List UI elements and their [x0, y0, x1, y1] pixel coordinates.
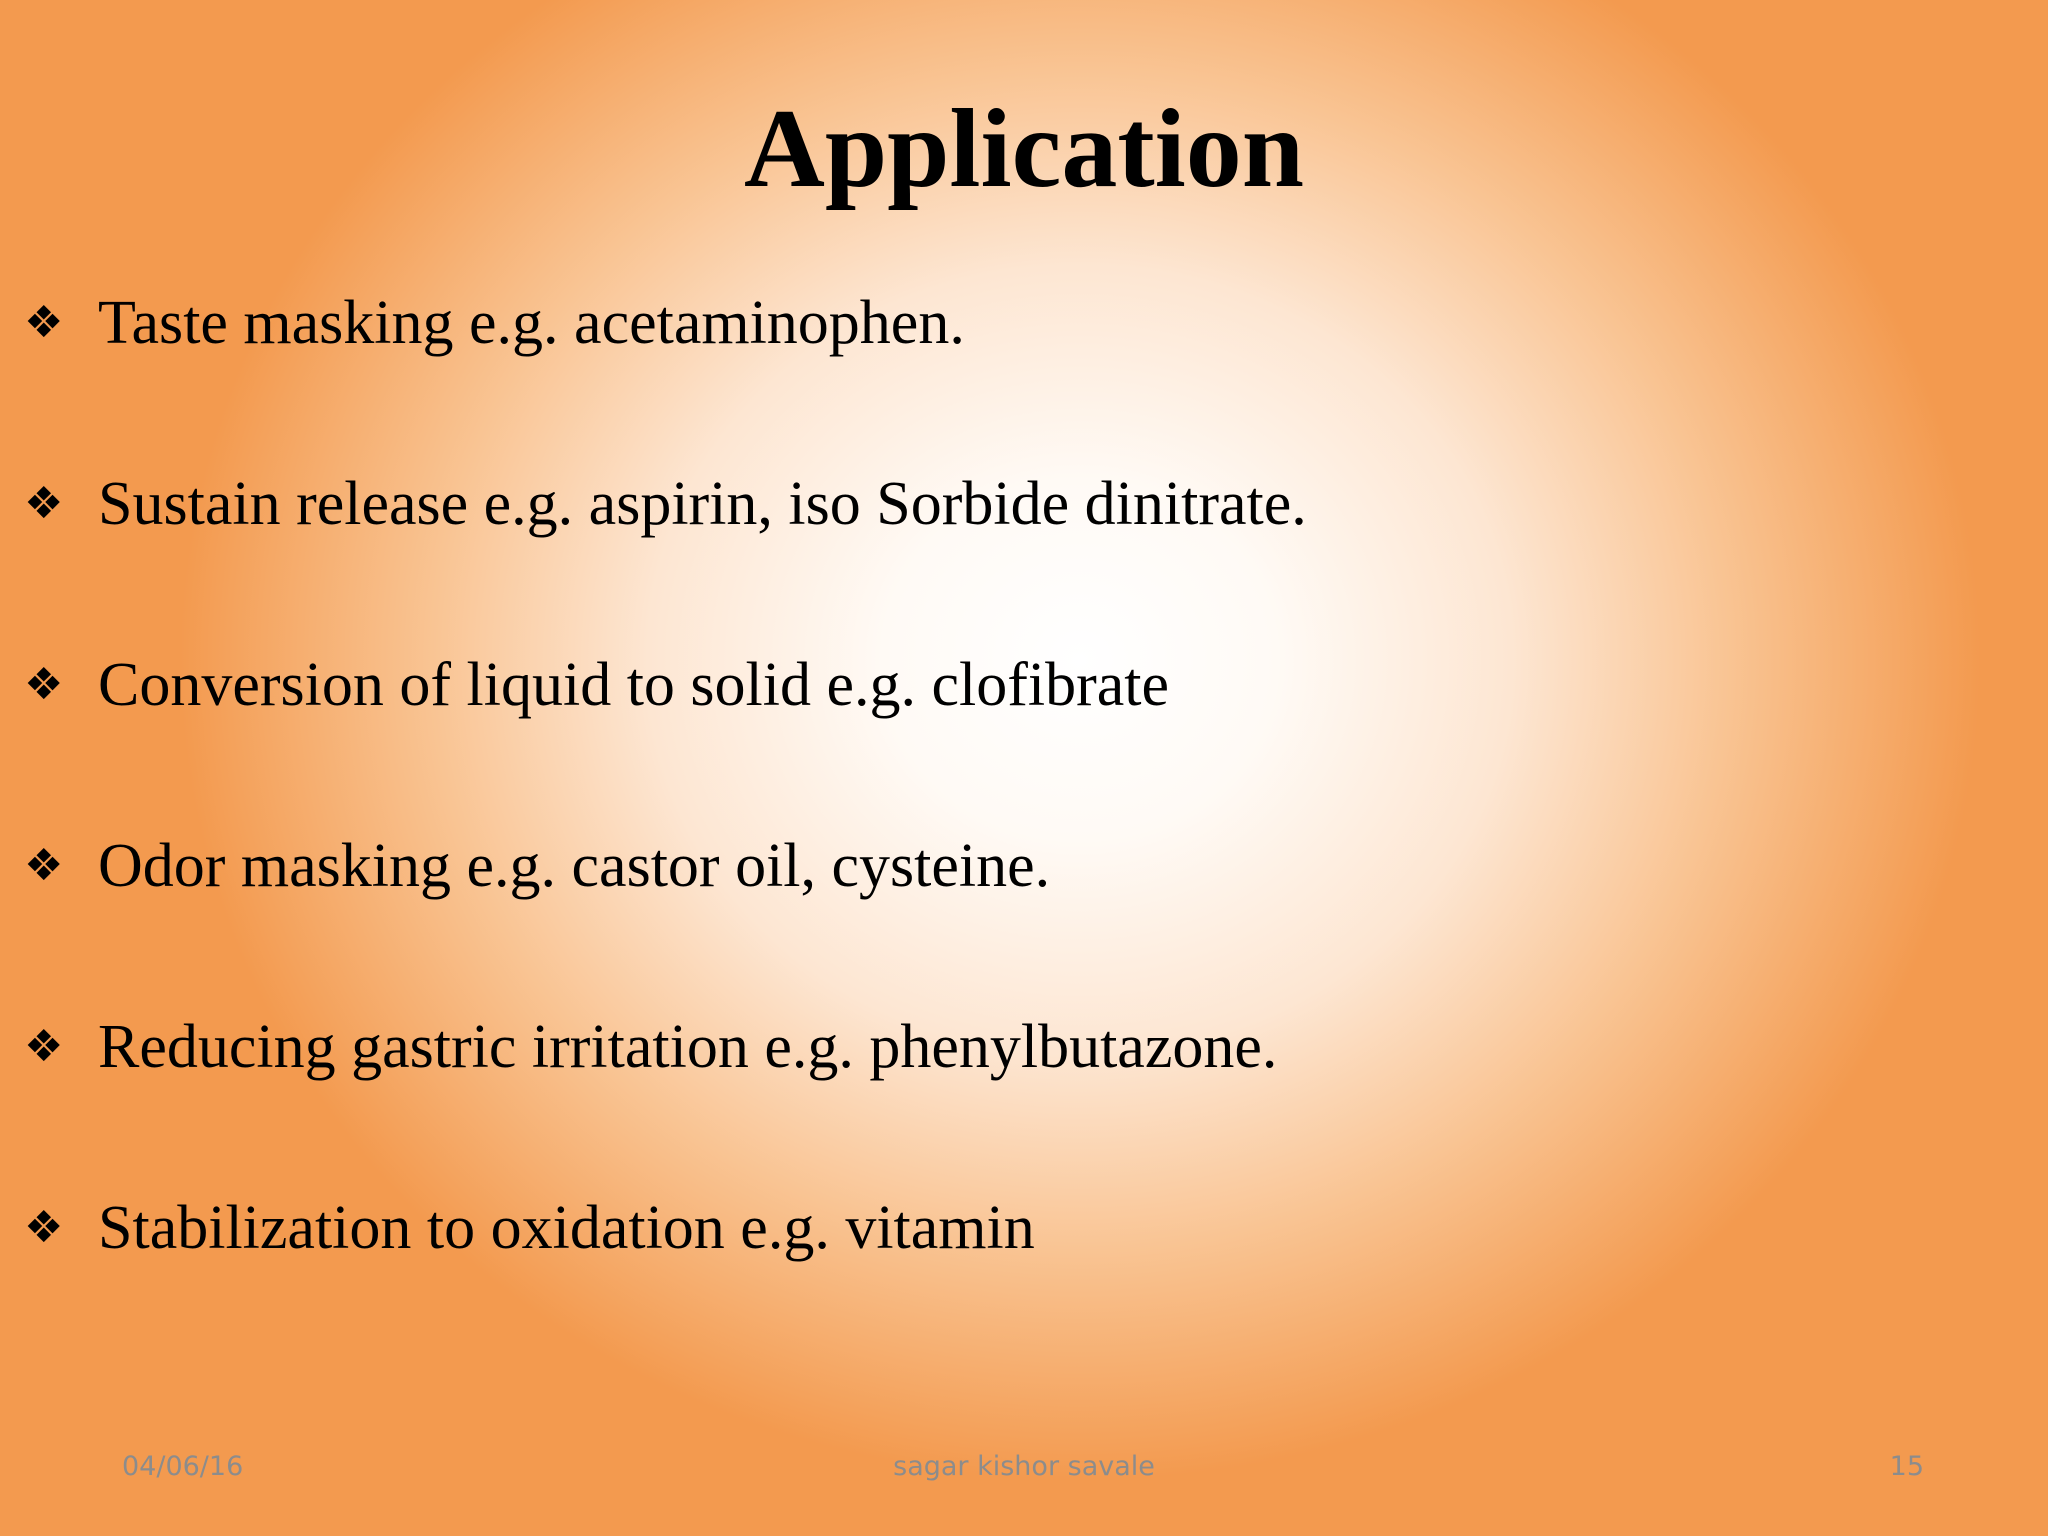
bullet-text: Sustain release e.g. aspirin, iso Sorbide dinitrate.	[98, 470, 1307, 538]
four-diamond-bullet-icon: ❖	[24, 297, 64, 348]
bullet-item	[24, 461, 1307, 642]
bullet-text: Conversion of liquid to solid e.g. clofibrate	[98, 651, 1170, 719]
bullet-text: Stabilization to oxidation e.g. vitamin	[98, 1194, 1035, 1262]
bullet-item	[24, 1185, 1307, 1366]
bullet-text: Odor masking e.g. castor oil, cysteine.	[98, 832, 1051, 900]
four-diamond-bullet-icon: ❖	[24, 659, 64, 710]
slide-title: Application	[743, 87, 1305, 211]
bullet-item	[24, 1004, 1307, 1185]
footer-author: sagar kishor savale	[893, 1451, 1155, 1482]
bullet-list	[24, 280, 1307, 1366]
four-diamond-bullet-icon: ❖	[24, 478, 64, 529]
four-diamond-bullet-icon: ❖	[24, 1202, 64, 1253]
bullet-text: Reducing gastric irritation e.g. phenylbutazone.	[98, 1013, 1278, 1081]
bullet-item	[24, 280, 1307, 461]
bullet-text: Taste masking e.g. acetaminophen.	[98, 289, 965, 357]
bullet-item	[24, 823, 1307, 1004]
footer-page-number: 15	[1889, 1451, 1924, 1482]
bullet-item	[24, 642, 1307, 823]
four-diamond-bullet-icon: ❖	[24, 1021, 64, 1072]
four-diamond-bullet-icon: ❖	[24, 840, 64, 891]
footer-date: 04/06/16	[122, 1451, 244, 1482]
